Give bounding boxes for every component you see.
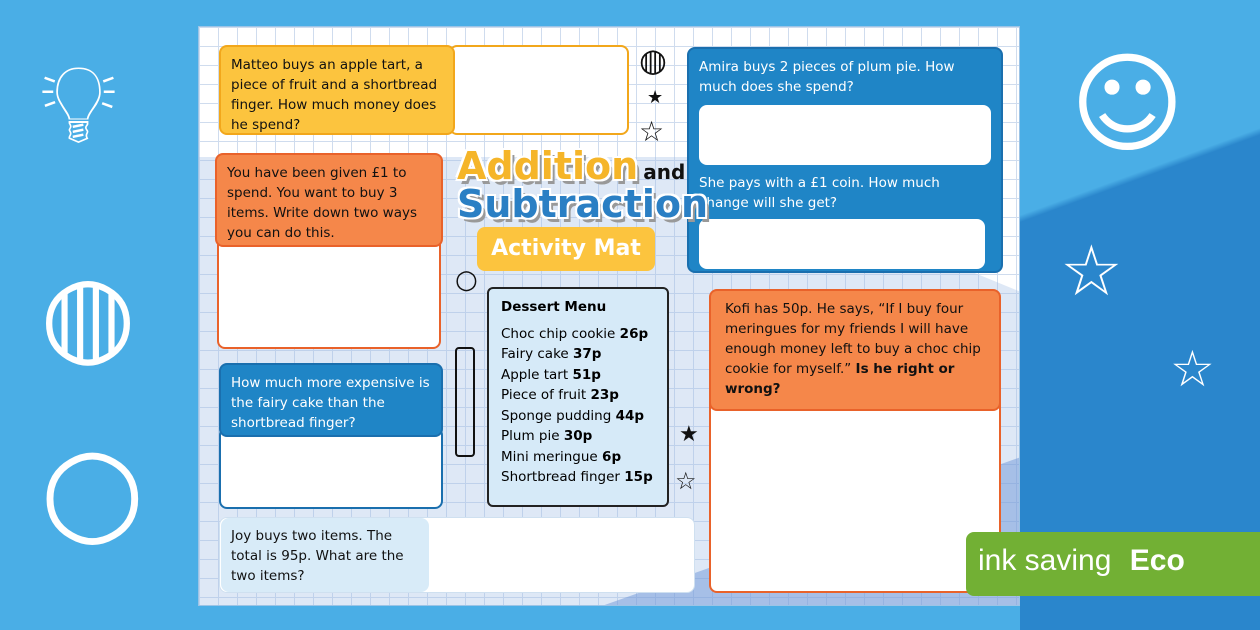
question-kofi-text: Kofi has 50p. He says, “If I buy four meringues for my friends I will have enough money left to buy a choc chip cookie for myself.” — [725, 301, 981, 377]
pencil-icon — [455, 347, 475, 457]
menu-item-name: Fairy cake — [501, 346, 569, 362]
question-matteo: Matteo buys an apple tart, a piece of fruit and a shortbread finger. How much money does he spend? — [219, 45, 455, 135]
menu-item-name: Plum pie — [501, 428, 560, 444]
question-joy: Joy buys two items. The total is 95p. What are the two items? — [221, 518, 429, 592]
globe-icon: ◍ — [639, 41, 667, 79]
menu-item-price: 51p — [572, 366, 601, 383]
activity-mat — [198, 26, 1020, 606]
menu-item-name: Apple tart — [501, 366, 569, 383]
menu-item-name: Shortbread finger — [501, 469, 620, 485]
star-icon: ☆ — [1060, 230, 1123, 312]
menu-item-price: 30p — [563, 428, 593, 444]
star-icon: ☆ — [1170, 340, 1215, 398]
question-amira-part1: Amira buys 2 pieces of plum pie. How much does she spend? — [699, 59, 955, 95]
menu-item — [501, 426, 655, 447]
menu-item-name: Mini meringue — [501, 448, 598, 465]
menu-item-price: 6p — [602, 448, 622, 465]
star-icon: ☆ — [639, 115, 665, 148]
menu-item — [501, 324, 655, 345]
title-block — [457, 144, 709, 226]
menu-item — [501, 447, 655, 468]
dessert-menu — [487, 287, 669, 507]
question-kofi — [709, 289, 1001, 411]
badge-eco: Eco — [1129, 544, 1185, 577]
menu-item-price: 44p — [615, 407, 645, 424]
menu-item — [501, 467, 655, 488]
badge-text: ink saving — [978, 544, 1112, 577]
question-fairy-cake: How much more expensive is the fairy cake than the shortbread finger? — [219, 363, 443, 437]
apple-icon: ○ — [40, 420, 145, 559]
menu-item — [501, 344, 655, 365]
menu-item — [501, 365, 655, 386]
answer-box[interactable] — [449, 45, 629, 135]
menu-item-name: Piece of fruit — [501, 387, 587, 403]
title-line2: Subtraction — [457, 182, 709, 226]
menu-title: Dessert Menu — [501, 299, 607, 315]
question-pound: You have been given £1 to spend. You want to buy 3 items. Write down two ways you can do this. — [215, 153, 443, 247]
menu-item-price: 26p — [619, 325, 649, 342]
star-icon: ★ — [679, 422, 699, 447]
apple-icon: ○ — [455, 265, 478, 295]
question-amira-part2: She pays with a £1 coin. How much change will she get? — [699, 175, 940, 211]
star-icon: ☆ — [675, 467, 697, 495]
menu-item — [501, 385, 655, 406]
answer-box[interactable] — [219, 427, 443, 509]
title-and: and — [643, 160, 686, 184]
answer-box[interactable] — [699, 105, 991, 165]
menu-item-price: 37p — [573, 346, 602, 362]
menu-item-name: Sponge pudding — [501, 407, 612, 424]
star-icon: ★ — [647, 87, 664, 108]
question-kofi-bold: Is he right or wrong? — [725, 361, 955, 397]
subtitle-banner: Activity Mat — [477, 227, 655, 271]
menu-item-price: 15p — [624, 469, 653, 485]
menu-item-name: Choc chip cookie — [501, 325, 616, 342]
smiley-icon: ☺ — [1070, 40, 1185, 168]
title-line1: Addition — [457, 144, 639, 188]
globe-icon: ◍ — [40, 250, 136, 378]
question-amira — [687, 47, 1003, 273]
lightbulb-icon: 💡︎ — [40, 40, 117, 168]
menu-item — [501, 406, 655, 427]
answer-box[interactable] — [699, 219, 985, 269]
menu-item-price: 23p — [590, 387, 619, 403]
ink-saving-badge — [966, 532, 1260, 596]
